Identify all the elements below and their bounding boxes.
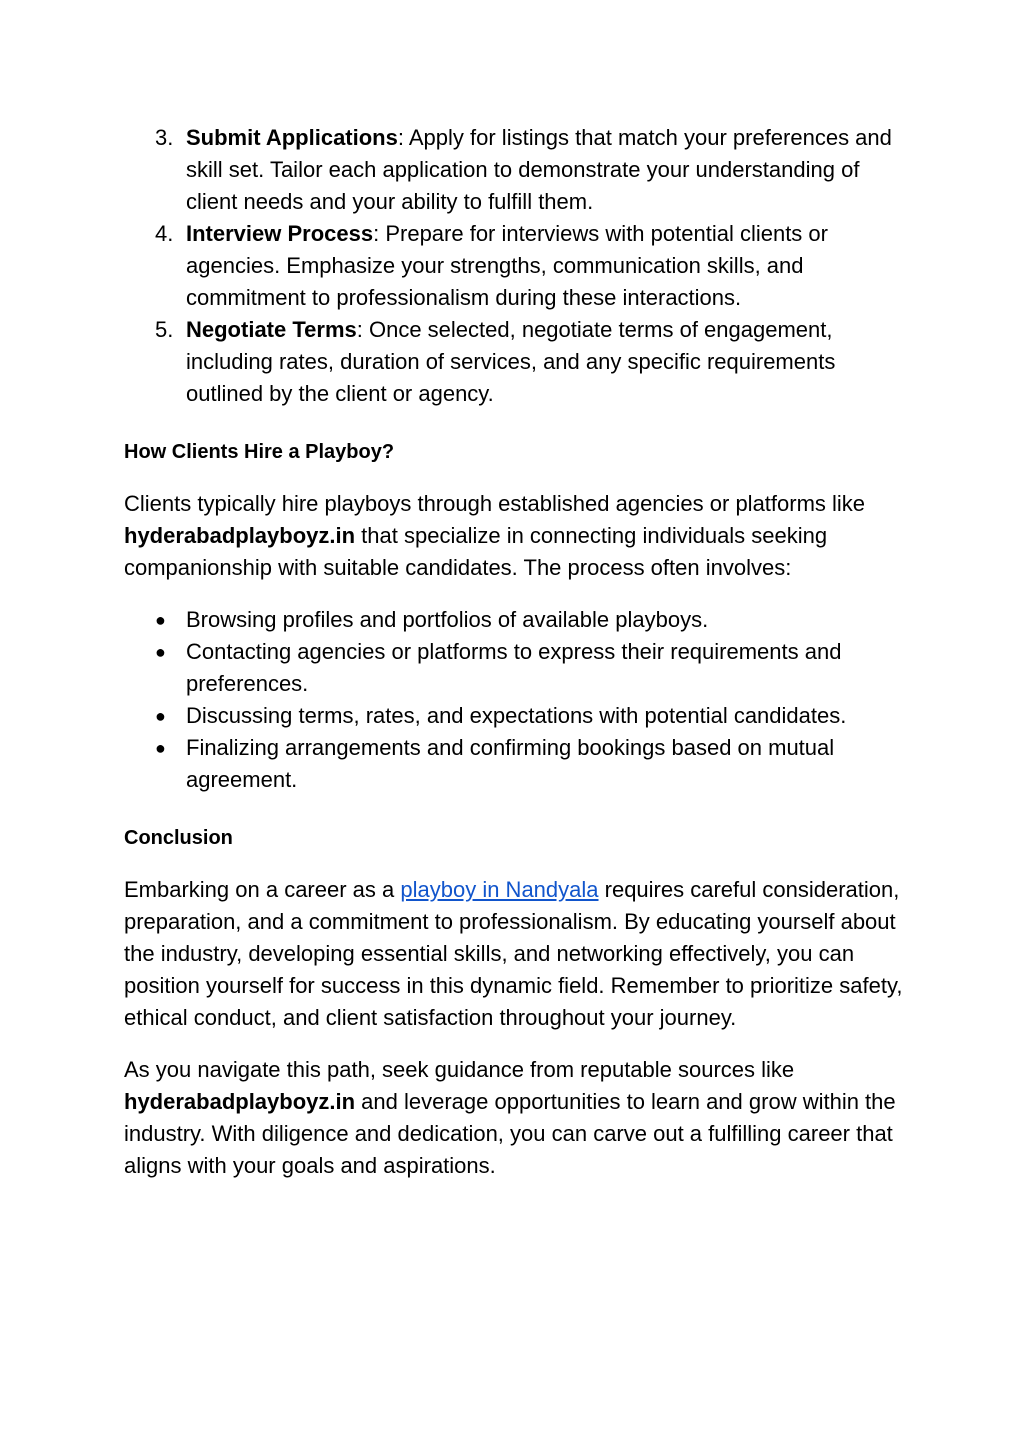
bullet-text: Discussing terms, rates, and expectations with potential candidates. [186, 703, 847, 728]
section-heading-conclusion: Conclusion [124, 827, 233, 849]
step-text: : Once selected, negotiate terms of engagement, including rates, duration of services, and any specific requirements outlined by the client or agency. [186, 317, 836, 406]
list-number: 4. [155, 221, 174, 246]
bullet-text: Finalizing arrangements and confirming bookings based on mutual agreement. [186, 735, 835, 792]
step-text: : Apply for listings that match your preferences and skill set. Tailor each application to demonstrate your understanding of client needs and your ability to fulfill them. [186, 125, 892, 214]
conclusion-site: hyderabadplayboyz.in [124, 1089, 356, 1114]
conclusion-paragraph-1 [124, 874, 904, 1034]
bullet-icon: ● [155, 610, 166, 630]
list-number: 3. [155, 125, 174, 150]
hire-process-list [124, 604, 904, 796]
list-item [124, 122, 904, 218]
list-item [124, 636, 904, 700]
list-item [124, 314, 904, 410]
conclusion-text-end: requires careful consideration, preparation, and a commitment to professionalism. By educating yourself about the industry, developing essential skills, and networking effectively, you can position yourself for success in this dynamic field. Remember to prioritize safety, ethical conduct, and client satisfaction throughout your journey. [124, 877, 903, 1030]
bullet-text: Browsing profiles and portfolios of available playboys. [186, 607, 709, 632]
section-heading-hire: How Clients Hire a Playboy? [124, 441, 395, 463]
list-item [124, 604, 904, 636]
list-item [124, 218, 904, 314]
conclusion-text: Embarking on a career as a [124, 877, 401, 902]
list-item [124, 700, 904, 732]
step-title: Interview Process [186, 221, 374, 246]
conclusion-text: As you navigate this path, seek guidance from reputable sources like [124, 1057, 795, 1082]
step-title: Submit Applications [186, 125, 398, 150]
hire-intro-text-end: that specialize in connecting individuals seeking companionship with suitable candidates. The process often involves: [124, 523, 828, 580]
hire-intro-paragraph [124, 488, 904, 584]
conclusion-paragraph-2 [124, 1054, 904, 1182]
bullet-icon: ● [155, 706, 166, 726]
list-number: 5. [155, 317, 174, 342]
steps-list [124, 122, 904, 410]
step-title: Negotiate Terms [186, 317, 357, 342]
hire-intro-text: Clients typically hire playboys through established agencies or platforms like [124, 491, 866, 516]
bullet-text: Contacting agencies or platforms to express their requirements and preferences. [186, 639, 842, 696]
list-item [124, 732, 904, 796]
playboy-in-nandyala-link[interactable]: playboy in Nandyala [400, 877, 599, 902]
bullet-icon: ● [155, 642, 166, 662]
step-text: : Prepare for interviews with potential clients or agencies. Emphasize your strengths, communication skills, and commitment to professionalism during these interactions. [186, 221, 828, 310]
conclusion-text-end: and leverage opportunities to learn and grow within the industry. With diligence and dedication, you can carve out a fulfilling career that aligns with your goals and aspirations. [124, 1089, 896, 1178]
bullet-icon: ● [155, 738, 166, 758]
hire-intro-site: hyderabadplayboyz.in [124, 523, 356, 548]
page-content [124, 122, 904, 1182]
